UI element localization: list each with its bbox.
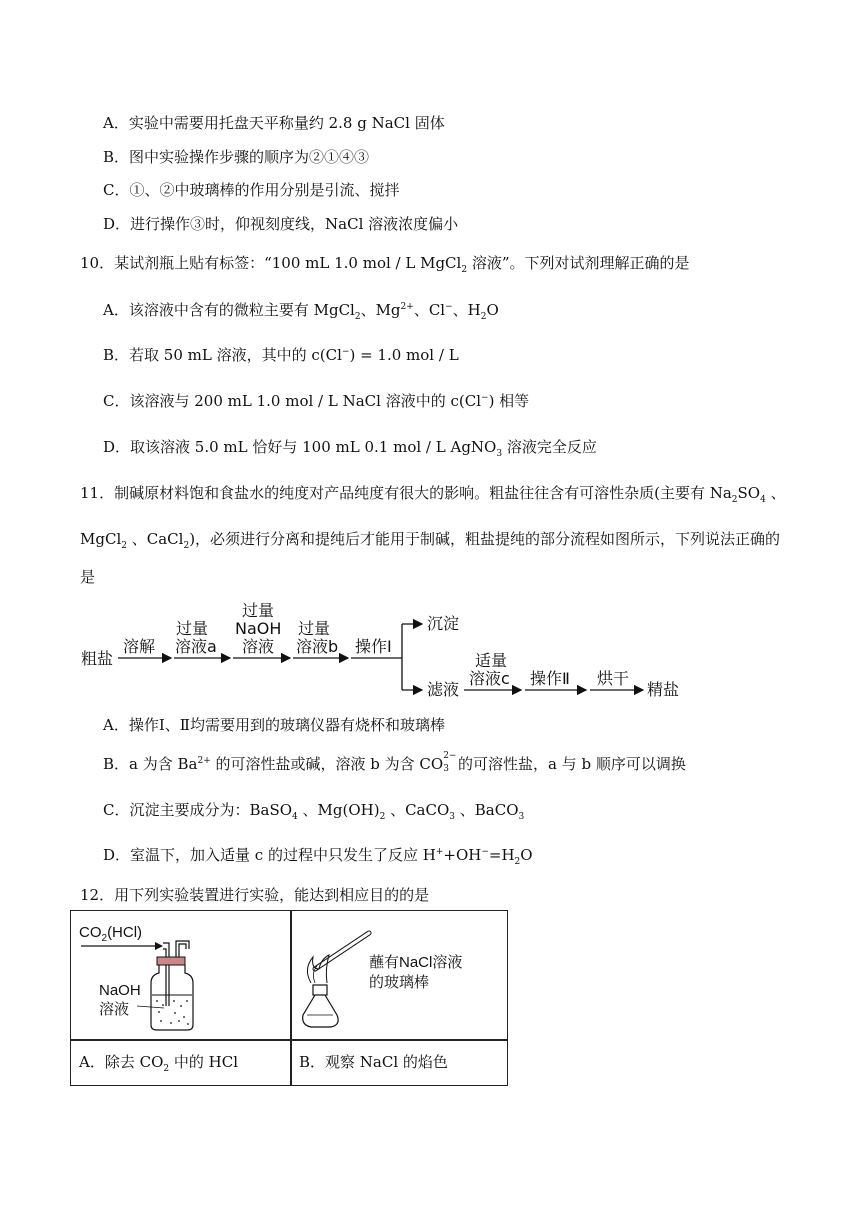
q9-option-c: C．①、②中玻璃棒的作用分别是引流、搅拌 (103, 181, 400, 199)
q10-option-d: D．取该溶液 5.0 mL 恰好与 100 mL 0.1 mol / L AgNO$_3$ 溶液完全反应 (103, 438, 597, 459)
q11-stem-line2: MgCl$_2$ 、CaCl$_2$)，必须进行分离和提纯后才能用于制碱，粗盐提纯的部分流程如图所示，下列说法正确的 (80, 530, 781, 551)
rod-label-2: 的玻璃棒 (369, 974, 430, 991)
q9-option-a: A．实验中需要用托盘天平称量约 2.8 g NaCl 固体 (103, 114, 445, 132)
option-b-caption: B．观察 NaCl 的焰色 (299, 1053, 448, 1071)
flow-step2-top: 过量 (176, 619, 209, 638)
rod-label-1: 蘸有NaCl溶液 (369, 954, 463, 971)
q11-stem-line3: 是 (80, 568, 96, 586)
gas-washing-bottle-diagram (71, 911, 289, 1038)
flow-step3-bottom: 溶液 (242, 637, 275, 656)
purification-flow-diagram (78, 598, 718, 703)
q11-option-d: D．室温下，加入适量 c 的过程中只发生了反应 $H^++OH^-=H_2O$ (103, 846, 533, 867)
q11-option-b: B．a 为含 $Ba^{2+}$ 的可溶性盐或碱，溶液 b 为含 CO 2− 3 的可溶性盐，a 与 b 顺序可以调换 (103, 751, 686, 774)
flow-op1: 操作Ⅰ (355, 637, 392, 656)
q10-stem: 10．某试剂瓶上贴有标签：“100 mL 1.0 mol / L MgCl$_2$ 溶液”。下列对试剂理解正确的是 (80, 254, 690, 275)
flow-op2: 操作Ⅱ (530, 669, 570, 688)
flow-step3-top1: 过量 (242, 601, 275, 620)
flow-step-dissolve: 溶解 (123, 637, 156, 656)
gas-label: $CO_2(HCl)$ (79, 924, 143, 944)
alcohol-lamp-diagram (291, 911, 507, 1038)
q11-option-c: C．沉淀主要成分为：BaSO$_4$ 、$Mg(OH)_2$ 、CaCO$_3$ 、BaCO$_3$ (103, 801, 525, 822)
q10-option-a: A．该溶液中含有的微粒主要有 MgCl$_2$、$Mg^{2+}$、Cl−、$H_2O$ (103, 301, 499, 322)
q12-stem: 12．用下列实验装置进行实验，能达到相应目的的是 (80, 886, 430, 904)
q11-stem-line1: 11．制碱原材料饱和食盐水的纯度对产品纯度有很大的影响。粗盐往往含有可溶性杂质(主要有 $Na_2SO_4$ 、 (80, 484, 786, 505)
flow-step5-top: 适量 (475, 651, 508, 670)
flow-step3-top2: NaOH (235, 619, 282, 638)
solution-label-2: 溶液 (99, 1001, 130, 1018)
solution-label-1: NaOH (99, 982, 141, 999)
flow-step5-bottom: 溶液c (469, 669, 510, 688)
q9-option-b: B．图中实验操作步骤的顺序为②①④③ (103, 148, 370, 166)
flow-dry: 烘干 (597, 669, 630, 688)
apparatus-table (70, 910, 508, 1086)
flow-step2-bottom: 溶液a (175, 637, 217, 656)
flow-end: 精盐 (647, 680, 680, 699)
q11-option-a: A．操作Ⅰ、Ⅱ均需要用到的玻璃仪器有烧杯和玻璃棒 (103, 716, 445, 734)
option-a-caption: A．除去 $CO_2$ 中的 HCl (79, 1053, 239, 1074)
q10-option-c: C．该溶液与 200 mL 1.0 mol / L NaCl 溶液中的 c(Cl−) 相等 (103, 392, 530, 410)
q9-option-d: D．进行操作③时，仰视刻度线，NaCl 溶液浓度偏小 (103, 215, 459, 233)
q10-option-b: B．若取 50 mL 溶液，其中的 c(Cl−) = 1.0 mol / L (103, 346, 459, 364)
flow-filtrate: 滤液 (427, 680, 460, 699)
flow-step4-bottom: 溶液b (296, 637, 339, 656)
flow-start: 粗盐 (81, 649, 114, 668)
flow-precipitate: 沉淀 (427, 614, 460, 633)
flow-step4-top: 过量 (298, 619, 331, 638)
